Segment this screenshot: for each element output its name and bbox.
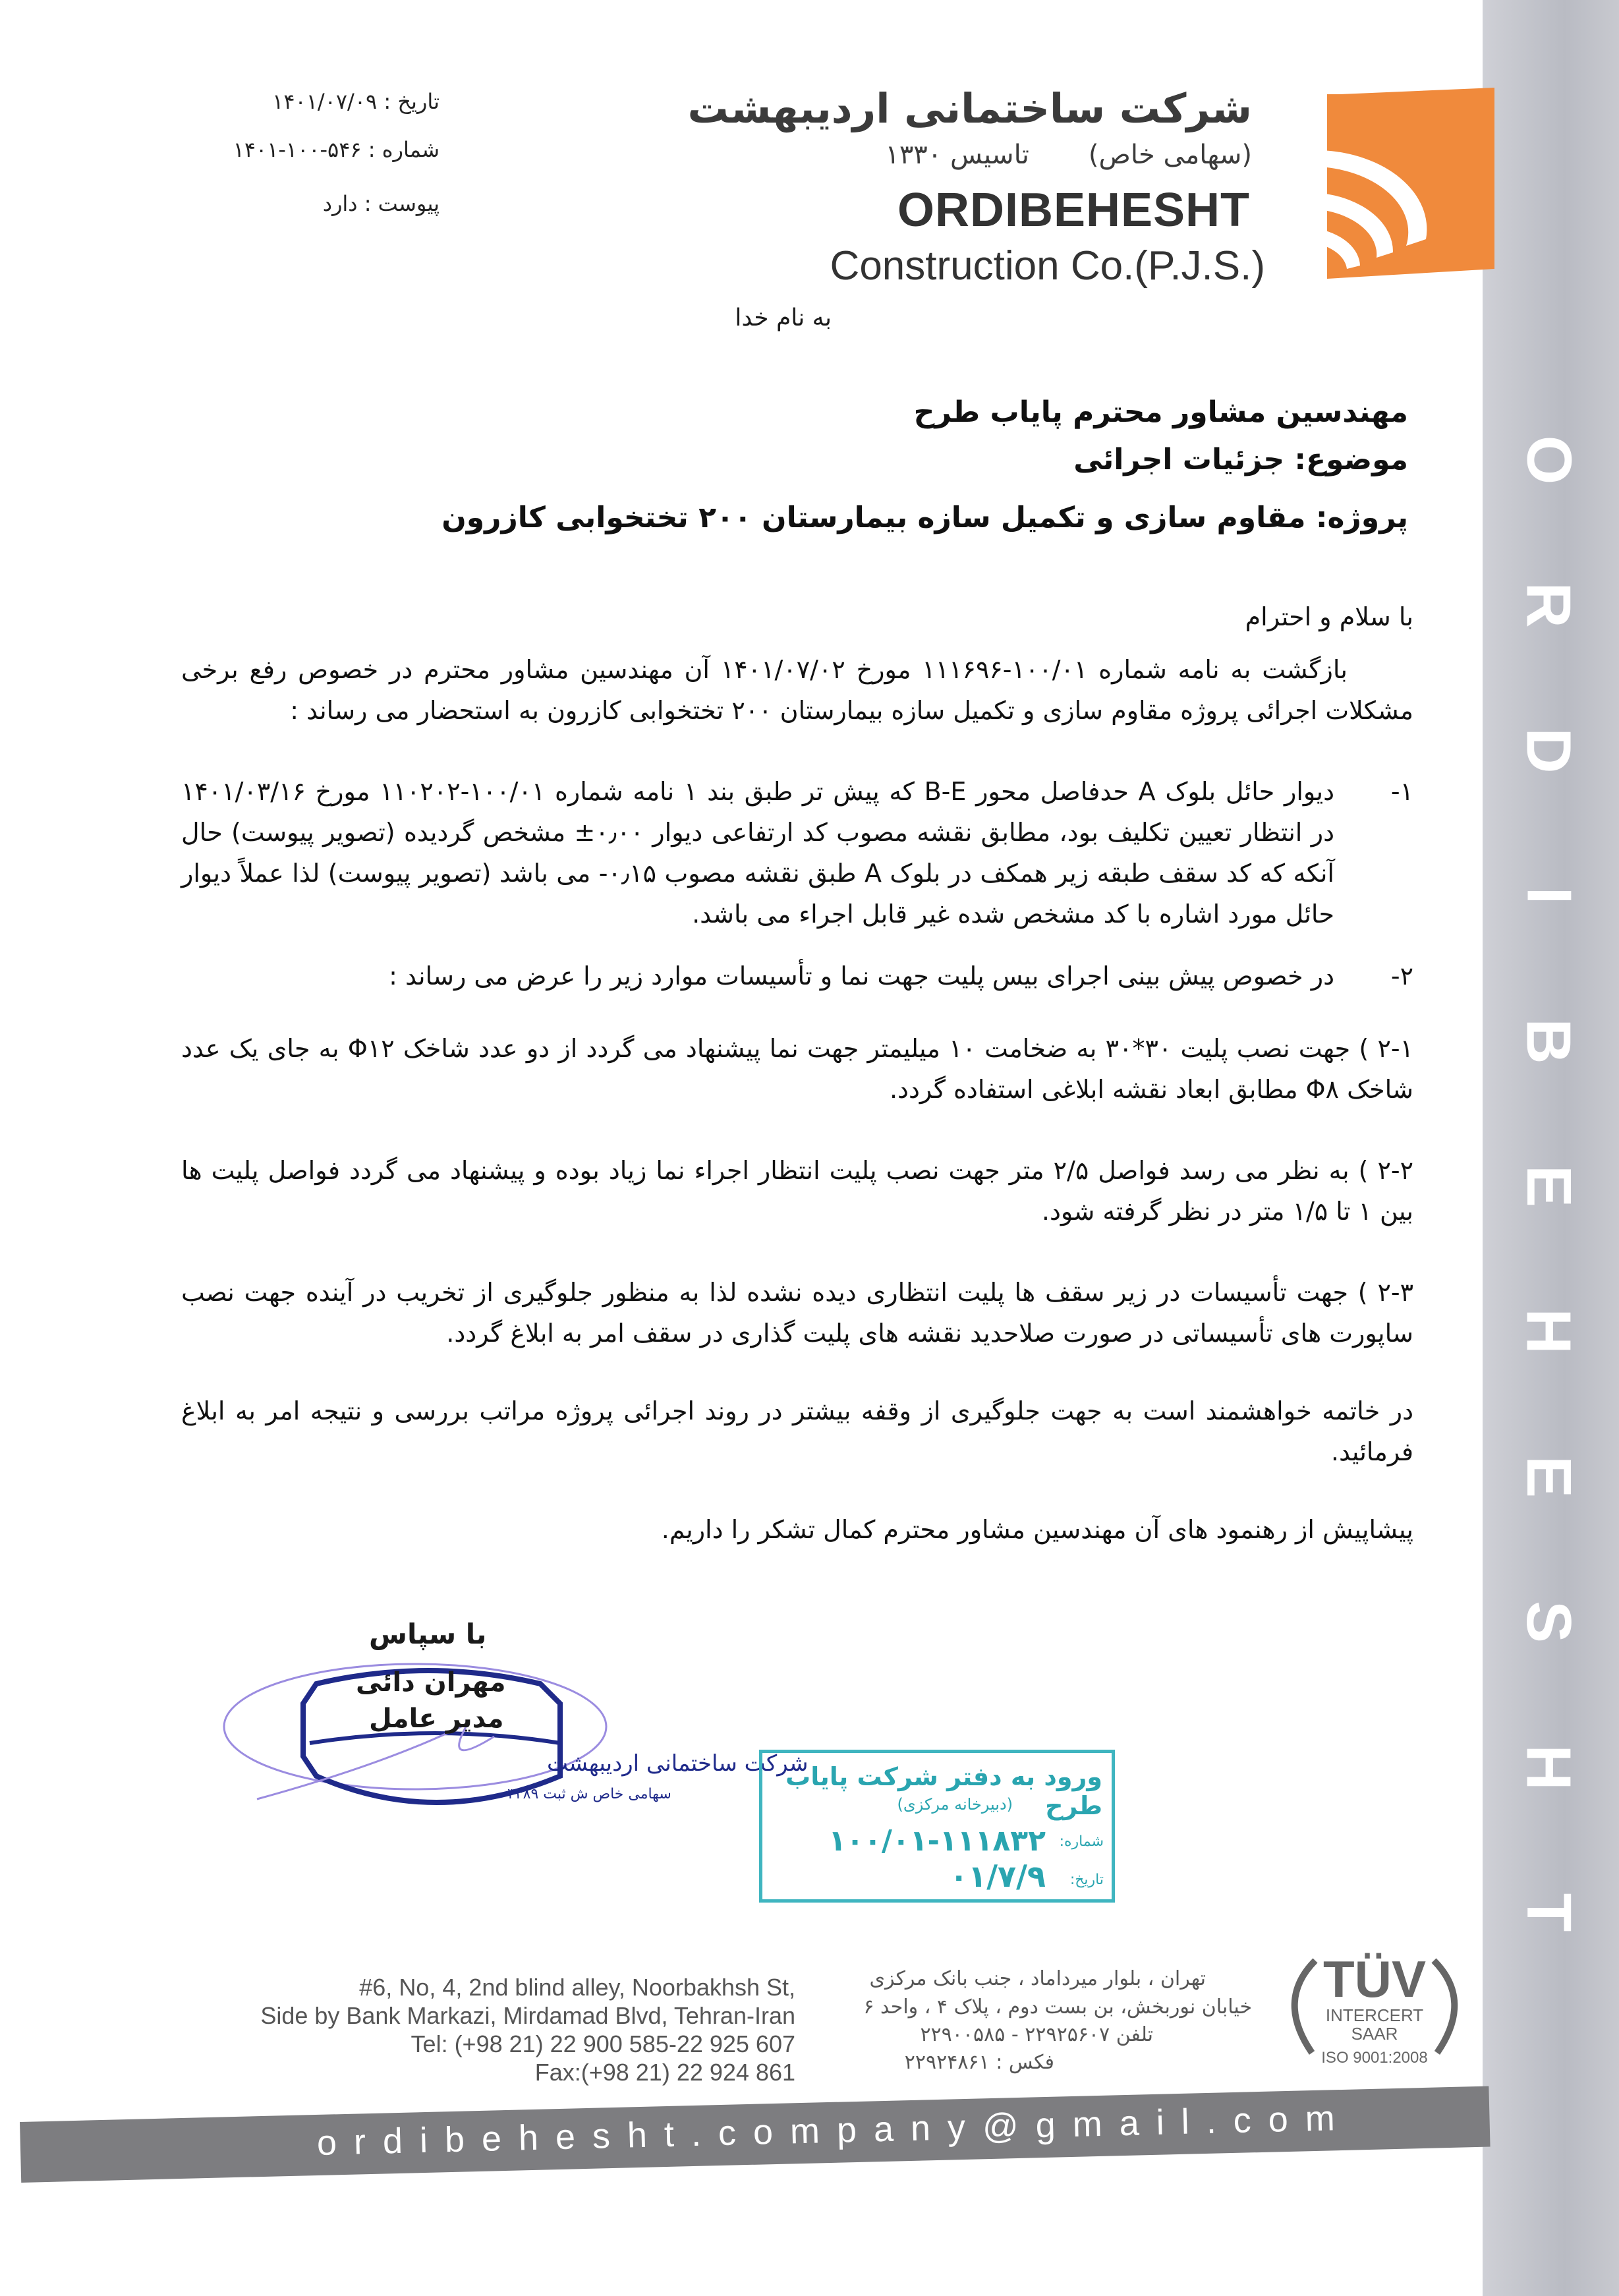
company-founded: تاسیس ۱۳۳۰ (885, 140, 1029, 170)
receipt-date-label: تاریخ: (1069, 1872, 1104, 1888)
letter-date: تاریخ : ۱۴۰۱/۰۷/۰۹ (272, 89, 440, 114)
strip-letter: I (1513, 886, 1584, 905)
seal-company-text: شرکت ساختمانی اردیبهشت (547, 1750, 809, 1777)
company-name-en: ORDIBEHESHT (897, 184, 1250, 237)
company-logo-icon (1327, 88, 1494, 279)
letter-attachment: پیوست : دارد (322, 191, 440, 216)
subject: موضوع: جزئیات اجرائی (1073, 443, 1408, 476)
thanks-paragraph: پیشاپیش از رهنمود های آن مهندسین مشاور محترم کمال تشکر را داریم. (661, 1515, 1413, 1544)
seal-reg-text: سهامی خاص ش ثبت ۳۴۸۹ (507, 1786, 671, 1802)
signature-closing: با سپاس (369, 1618, 487, 1650)
company-type: (سهامی خاص) (1088, 140, 1252, 170)
item-text: دیوار حائل بلوک A حدفاصل محور B-E که پیش تر طبق بند ۱ نامه شماره ۱۰۰/۰۱-۱۱۰۲۰۲ مورخ ۱۴۰۱/۰۳/۱۶ در انتظار تعیین تکلیف بود، مطابق نقشه مصوب کد ارتفاعی دیوار ۰٫۰۰± مشخص گردیده (تصویر پیوست) حال آنکه که کد سقف طبقه زیر همکف در بلوک A طبق نقشه مصوب ۰٫۱۵- می باشد (تصویر پیوست) لذا عملاً دیوار حائل مورد اشاره با کد مشخص شده غیر قابل اجراء می باشد. (181, 777, 1335, 929)
company-name-en-sub: Construction Co.(P.J.S.) (830, 243, 1265, 289)
closing-paragraph: در خاتمه خواهشمند است به جهت جلوگیری از وقفه بیشتر در روند اجرائی پروژه مراتب بررسی و نتیجه امر به ابلاغ فرمائید. (181, 1396, 1413, 1466)
cert-line1: INTERCERT (1325, 2005, 1424, 2025)
side-strip-letters (1509, 428, 1588, 1944)
receipt-subtitle: (دبیرخانه مرکزی) (897, 1795, 1013, 1814)
company-subtitle (885, 140, 1252, 170)
strip-letter: O (1513, 435, 1584, 485)
footer-fax-en: Fax:(+98 21) 22 924 861 (534, 2059, 795, 2086)
footer-fax-fa: فکس : ۲۲۹۲۴۸۶۱ (904, 2051, 1054, 2074)
receipt-date: ۰۱/۷/۹ (950, 1858, 1046, 1894)
footer-tel-en: Tel: (+98 21) 22 900 585-22 925 607 (411, 2030, 795, 2057)
receipt-number-label: شماره: (1059, 1833, 1104, 1850)
strip-letter: E (1514, 1455, 1584, 1498)
strip-letter: H (1513, 1744, 1584, 1791)
strip-letter: E (1514, 1164, 1584, 1207)
signatory-name: مهران دائی (356, 1667, 506, 1698)
footer-tel-fa: تلفن ۲۲۹۲۵۶۰۷ - ۲۲۹۰۰۵۸۵ (920, 2023, 1153, 2046)
receipt-title: ورود به دفتر شرکت پایاب طرح (785, 1762, 1102, 1820)
cert-iso: ISO 9001:2008 (1321, 2049, 1428, 2067)
item-1 (181, 771, 1413, 934)
strip-letter: S (1514, 1601, 1584, 1644)
footer-address-fa: خیابان نوربخش، بن بست دوم ، پلاک ۴ ، واحد ۶ (863, 1995, 1252, 2019)
receipt-stamp (759, 1750, 1115, 1903)
intro-paragraph: بازگشت به نامه شماره ۱۰۰/۰۱-۱۱۱۶۹۶ مورخ ۱۴۰۱/۰۷/۰۲ آن مهندسین مشاور محترم در خصوص رفع برخی مشکلات اجرائی پروژه مقاوم سازی و تکمیل سازه بیمارستان ۲۰۰ تختخوابی کازرون به استحضار می رساند : (181, 655, 1413, 725)
strip-letter: H (1513, 1308, 1584, 1355)
signatory-title: مدیر عامل (369, 1704, 504, 1734)
strip-letter: R (1513, 582, 1584, 629)
item-number: ۱- (1390, 777, 1413, 806)
project: پروژه: مقاوم سازی و تکمیل سازه بیمارستان ۲۰۰ تختخوابی کازرون (441, 501, 1408, 534)
sub-item-2-1: ۲-۱ ) جهت نصب پلیت ۳۰*۳۰ به ضخامت ۱۰ میلیمتر جهت نما پیشنهاد می گردد از دو عدد شاخک Φ۱۲ به جای یک عدد شاخک Φ۸ مطابق ابعاد نقشه ابلاغی استفاده گردد. (181, 1034, 1413, 1104)
cert-brand: TÜV (1323, 1950, 1426, 2008)
strip-letter: T (1513, 1893, 1584, 1932)
strip-letter: D (1513, 728, 1584, 774)
tuv-cert-logo-icon (1276, 1947, 1473, 2073)
footer-address-fa: تهران ، بلوار میرداماد ، جنب بانک مرکزی (869, 1967, 1206, 1990)
sub-item-2-2: ۲-۲ ) به نظر می رسد فواصل ۲/۵ متر جهت نصب پلیت انتظار اجراء نما زیاد بوده و پیشنهاد می گردد فواصل پلیت ها بین ۱ تا ۱/۵ متر در نظر گرفته شود. (181, 1156, 1413, 1226)
company-name-fa: شرکت ساختمانی اردیبهشت (687, 84, 1252, 132)
item-2 (181, 956, 1413, 996)
item-text: در خصوص پیش بینی اجرای بیس پلیت جهت نما و تأسیسات موارد زیر را عرض می رساند : (389, 961, 1334, 990)
footer-bar (20, 2086, 1491, 2183)
cert-line2: SAAR (1351, 2024, 1398, 2044)
footer-address-en: Side by Bank Markazi, Mirdamad Blvd, Tehran-Iran (260, 2002, 795, 2029)
sub-item-2-3: ۲-۳ ) جهت تأسیسات در زیر سقف ها پلیت انتظاری دیده نشده لذا به منظور جلوگیری از تخریب در آینده جهت نصب ساپورت های تأسیساتی در صورت صلاحدید نقشه های پلیت گذاری در سقف امر به ابلاغ گردد. (181, 1278, 1413, 1348)
bismillah: به نام خدا (735, 304, 832, 331)
footer-email: ordibehesht.company@gmail.com (316, 2098, 1353, 2163)
receipt-number: ۱۰۰/۰۱-۱۱۱۸۳۲ (828, 1824, 1046, 1858)
footer-address-en: #6, No, 4, 2nd blind alley, Noorbakhsh St, (359, 1974, 795, 2001)
item-number: ۲- (1390, 961, 1413, 990)
greeting: با سلام و احترام (1245, 602, 1413, 631)
recipient: مهندسین مشاور محترم پایاب طرح (913, 395, 1408, 429)
letter-number: شماره : ۵۴۶-۱۰۰-۱۴۰۱ (233, 137, 440, 162)
strip-letter: B (1513, 1018, 1584, 1064)
